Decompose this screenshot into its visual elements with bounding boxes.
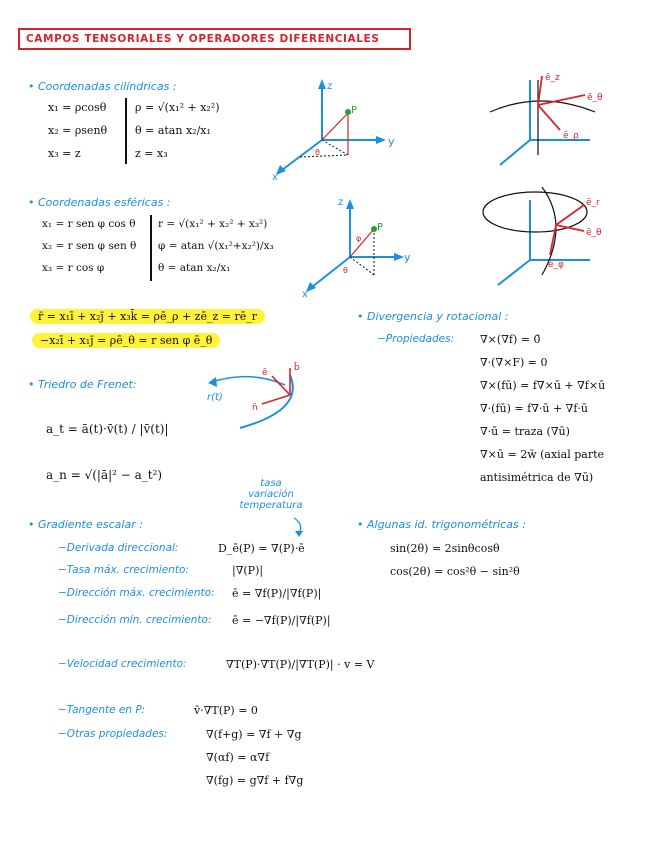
divrot-line-7: antisimétrica de ∇ū)	[480, 471, 594, 484]
grad-eq-4: ē = −∇f(P)/|∇f(P)|	[232, 614, 331, 627]
trig-heading: • Algunas id. trigonométricas :	[357, 518, 526, 531]
cyl-left-2: x₂ = ρsenθ	[48, 124, 108, 137]
svg-text:P: P	[377, 222, 384, 233]
divrot-line-4: ∇·(fū) = f∇·ū + ∇f·ū	[480, 402, 589, 415]
svg-text:n̄: n̄	[252, 403, 258, 413]
cylindrical-axes-diagram	[270, 75, 400, 185]
cyl-right-3: z = x₃	[135, 147, 168, 160]
svg-text:θ: θ	[315, 148, 320, 157]
svg-text:ē_ρ: ē_ρ	[563, 131, 579, 141]
svg-text:ē_θ: ē_θ	[587, 93, 603, 103]
svg-text:P: P	[351, 105, 358, 116]
cyl-left-3: x₃ = z	[48, 147, 81, 160]
trig-line-2: cos(2θ) = cos²θ − sin²θ	[390, 565, 520, 578]
grad-eq-3: ē = ∇f(P)/|∇f(P)|	[232, 587, 322, 600]
note-arrow-icon	[292, 514, 306, 538]
title-box	[18, 28, 411, 50]
trig-line-1: sin(2θ) = 2sinθcosθ	[390, 542, 500, 555]
sph-left-1: x₁ = r sen φ cos θ	[42, 218, 136, 230]
grad-eq-6: v̄·∇T(P) = 0	[194, 704, 258, 717]
grad-label-5: −Velocidad crecimiento:	[58, 658, 187, 670]
cyl-left-1: x₁ = ρcosθ	[48, 101, 107, 114]
svg-text:ē_φ: ē_φ	[548, 260, 564, 270]
grad-eq-2: |∇(P)|	[232, 564, 264, 577]
svg-text:b̄: b̄	[294, 363, 300, 373]
highlight-line-1: r̄ = x₁ī + x₂j̄ + x₃k̄ = ρē_ρ + zē_z = rē_r	[30, 309, 265, 324]
cyl-right-1: ρ = √(x₁² + x₂²)	[135, 101, 220, 114]
grad-label-1: −Derivada direccional:	[58, 542, 179, 554]
grad-eq-5: ∇T(P)·∇T(P)/|∇T(P)| · v = V	[226, 658, 375, 671]
divrot-line-2: ∇·(∇×F) = 0	[480, 356, 548, 369]
frenet-at: a_t = ā(t)·v̄(t) / |v̄(t)|	[46, 422, 169, 436]
gradient-heading: • Gradiente escalar :	[28, 518, 143, 531]
cyl-right-2: θ = atan x₂/x₁	[135, 124, 211, 137]
divrot-line-1: ∇×(∇f) = 0̄	[480, 333, 541, 346]
frenet-curve-label: r(t)	[207, 392, 223, 403]
svg-text:x: x	[272, 172, 278, 183]
divrot-line-6: ∇×ū = 2w̄ (axial parte	[480, 448, 605, 461]
sph-right-3: θ = atan x₂/x₁	[158, 262, 231, 274]
svg-text:y: y	[404, 251, 411, 264]
highlight-line-2: −x₂ī + x₁j̄ = ρē_θ = r sen φ ē_θ	[32, 333, 220, 348]
svg-text:ē: ē	[262, 368, 268, 378]
svg-text:ē_r: ē_r	[586, 198, 600, 208]
frenet-an: a_n = √(|ā|² − a_t²)	[46, 468, 163, 482]
frenet-heading: • Triedro de Frenet:	[28, 378, 137, 391]
grad-label-2: −Tasa máx. crecimiento:	[58, 564, 189, 576]
sph-left-2: x₂ = r sen φ sen θ	[42, 240, 137, 252]
sph-right-1: r = √(x₁² + x₂² + x₃²)	[158, 218, 268, 230]
divrot-line-3: ∇×(fū) = f∇×ū + ∇f×ū	[480, 379, 606, 392]
grad-label-6: −Tangente en P:	[58, 704, 146, 716]
divrot-line-5: ∇·ū = traza (∇ū)	[480, 425, 570, 438]
spherical-basis-diagram	[480, 185, 630, 290]
note-line-2: variación	[248, 489, 294, 500]
cylindrical-heading: • Coordenadas cilíndricas :	[28, 80, 177, 93]
svg-text:θ: θ	[343, 266, 348, 275]
sph-right-2: φ = atan √(x₁²+x₂²)/x₃	[158, 240, 274, 252]
spherical-heading: • Coordenadas esféricas :	[28, 196, 171, 209]
svg-text:y: y	[388, 135, 395, 148]
svg-text:ē_θ: ē_θ	[586, 228, 602, 238]
grad-label-3: −Dirección máx. crecimiento:	[58, 587, 215, 599]
svg-text:φ: φ	[356, 234, 362, 243]
cylindrical-basis-diagram	[490, 70, 630, 170]
note-line-1: tasa	[260, 478, 282, 489]
sph-divider	[150, 215, 152, 281]
divrot-heading: • Divergencia y rotacional :	[357, 310, 509, 323]
divrot-sub: −Propiedades:	[377, 333, 455, 345]
grad-extra-1: ∇(αf) = α∇f	[206, 751, 270, 764]
grad-eq-1: D_ē(P) = ∇(P)·ē	[218, 542, 305, 555]
page-title: CAMPOS TENSORIALES Y OPERADORES DIFERENCIALES	[26, 33, 380, 45]
svg-text:z: z	[338, 197, 344, 208]
sph-left-3: x₃ = r cos φ	[42, 262, 105, 274]
note-line-3: temperatura	[239, 500, 303, 511]
grad-label-4: −Dirección mín. crecimiento:	[58, 614, 212, 626]
gradient-note	[232, 478, 310, 511]
spherical-axes-diagram	[300, 195, 420, 300]
grad-extra-2: ∇(fg) = g∇f + f∇g	[206, 774, 304, 787]
svg-text:ē_z: ē_z	[545, 73, 560, 83]
svg-text:z: z	[327, 81, 333, 92]
grad-eq-7: ∇(f+g) = ∇f + ∇g	[206, 728, 302, 741]
svg-text:x: x	[302, 289, 308, 300]
grad-label-7: −Otras propiedades:	[58, 728, 168, 740]
cyl-divider	[125, 98, 127, 164]
